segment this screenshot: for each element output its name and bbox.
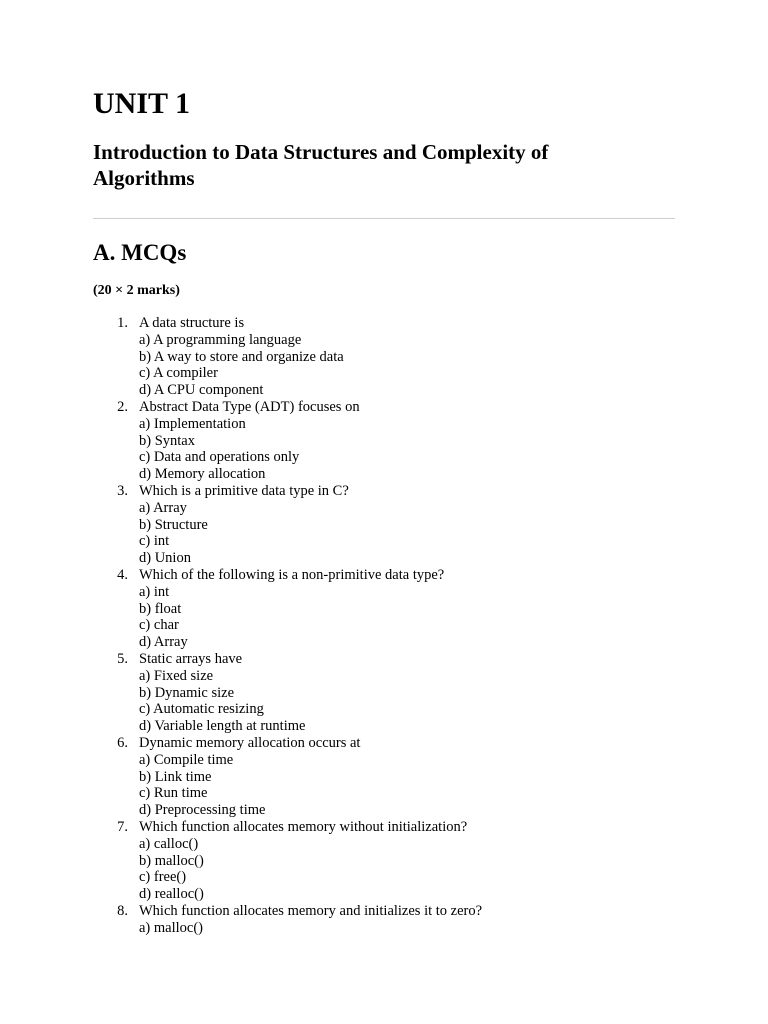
answer-option: a) Array [139,499,187,516]
question-number: 7. [117,818,128,835]
question-text: Dynamic memory allocation occurs at [139,734,361,751]
answer-option: b) A way to store and organize data [139,348,344,365]
answer-option: b) Dynamic size [139,684,235,701]
answer-option: b) Syntax [139,432,195,449]
section-heading: A. MCQs [93,240,187,265]
question-number: 8. [117,902,128,919]
answer-option: a) int [139,583,170,600]
answer-option: d) realloc() [139,886,204,903]
question-text: Which function allocates memory and initializes it to zero? [139,902,483,919]
question-number: 2. [117,398,128,415]
answer-option: a) malloc() [139,919,204,936]
answer-option: c) int [139,533,170,550]
unit-title: UNIT 1 [93,87,190,120]
question-item [93,651,482,735]
question-number: 1. [117,315,128,331]
question-text: A data structure is [139,315,245,331]
question-text: Which is a primitive data type in C? [139,482,349,499]
unit-subtitle: Introduction to Data Structures and Complexity of Algorithms [93,140,549,190]
answer-option: a) calloc() [139,835,199,852]
section-divider [93,218,675,219]
answer-option: a) A programming language [139,331,302,348]
question-text: Which of the following is a non-primitive data type? [139,566,445,583]
question-number: 6. [117,734,128,751]
answer-option: d) Preprocessing time [139,802,266,819]
answer-option: c) free() [139,869,187,886]
answer-option: d) Memory allocation [139,466,266,483]
question-text: Static arrays have [139,650,243,667]
answer-option: c) Automatic resizing [139,701,264,718]
answer-option: c) A compiler [139,365,218,382]
answer-option: d) Variable length at runtime [139,718,306,735]
question-text: Which function allocates memory without initialization? [139,818,468,835]
answer-option: b) Link time [139,768,212,785]
question-item [93,483,482,567]
question-number: 3. [117,482,128,499]
answer-option: a) Compile time [139,751,234,768]
question-item [93,399,482,483]
question-item [93,315,482,399]
answer-option: b) Structure [139,516,208,533]
answer-option: a) Implementation [139,415,246,432]
question-item [93,819,482,903]
marks-note: (20 × 2 marks) [93,283,180,298]
question-item [93,903,482,937]
answer-option: d) Array [139,634,188,651]
answer-option: c) Data and operations only [139,449,300,466]
question-number: 5. [117,650,128,667]
answer-option: b) malloc() [139,852,204,869]
answer-option: b) float [139,600,182,617]
answer-option: d) A CPU component [139,382,264,399]
answer-option: c) char [139,617,179,634]
question-text: Abstract Data Type (ADT) focuses on [139,398,360,415]
answer-option: a) Fixed size [139,667,214,684]
answer-option: d) Union [139,550,191,567]
answer-option: c) Run time [139,785,208,802]
question-item [93,735,482,819]
question-number: 4. [117,566,128,583]
question-list [93,315,482,936]
question-item [93,567,482,651]
